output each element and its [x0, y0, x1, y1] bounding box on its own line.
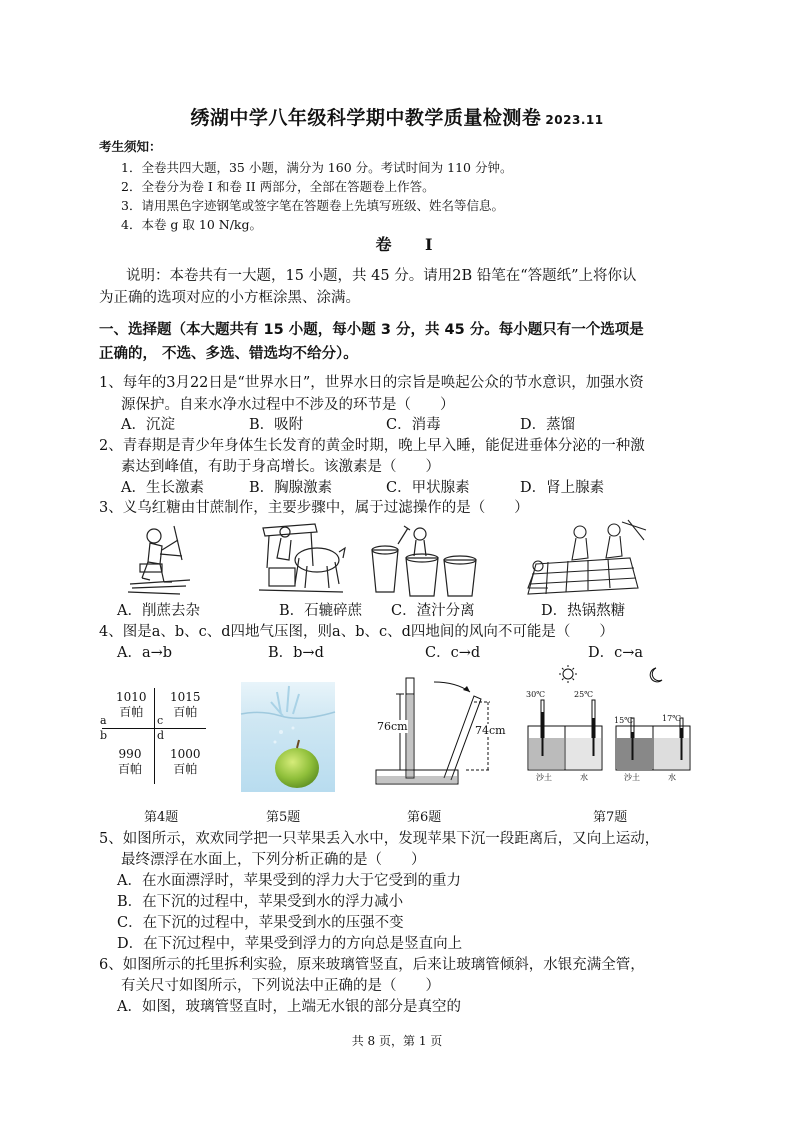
q2-stem: 2、青春期是青少年身体生长发育的黄金时期，晚上早入睡，能促进垂体分泌的一种激: [99, 438, 645, 454]
temp-reading: 17℃: [662, 714, 682, 723]
q2-stem: 素达到峰值，有助于身高增长。该激素是（ ）: [121, 459, 440, 475]
container-label: 水: [580, 773, 588, 782]
q2-option-b: B．胸腺激素: [249, 480, 333, 496]
notice-item: 4．本卷 g 取 10 N/kg。: [121, 217, 262, 232]
q6-option-a: A．如图，玻璃管竖直时，上端无水银的部分是真空的: [117, 999, 461, 1015]
q4-option-a: A．a→b: [117, 645, 173, 661]
temp-reading: 30℃: [526, 690, 546, 699]
point-label-d: d: [157, 729, 165, 742]
q5-stem: 5、如图所示，欢欢同学把一只苹果丢入水中，发现苹果下沉一段距离后，又向上运动，: [99, 831, 660, 847]
q3-option-a: A．削蔗去杂: [117, 603, 200, 619]
figure-caption: 第5题: [266, 810, 301, 825]
pressure-unit: 百帕: [173, 762, 198, 776]
section-heading: 一、选择题（本大题共有 15 小题，每小题 3 分，共 45 分。每小题只有一个选项是: [99, 322, 644, 338]
q4-option-d: D．c→a: [588, 645, 644, 661]
q5-option-c: C．在下沉的过程中，苹果受到水的压强不变: [117, 915, 404, 931]
pressure-value: 990: [118, 747, 142, 761]
notice-item: 2．全卷分为卷 I 和卷 II 两部分，全部在答题卷上作答。: [121, 179, 435, 194]
tube-height-tilted: 74cm: [475, 724, 506, 737]
q3-option-d: D．热锅熬糖: [541, 603, 626, 619]
q2-option-d: D．肾上腺素: [520, 480, 605, 496]
tube-height-vertical: 76cm: [377, 720, 408, 733]
page-title: [0, 103, 794, 130]
point-label-b: b: [100, 729, 108, 742]
pressure-value: 1000: [170, 747, 201, 761]
container-label: 沙土: [624, 773, 640, 782]
q2-option-a: A．生长激素: [121, 480, 204, 496]
pressure-value: 1015: [170, 690, 201, 704]
stone-roller-illustration: [255, 518, 347, 600]
q1-option-a: A．沉淀: [121, 417, 175, 433]
pressure-map-figure: [96, 688, 206, 784]
instruction-line: 为正确的选项对应的小方框涂黑、涂满。: [99, 290, 360, 306]
temp-reading: 15℃: [614, 716, 634, 725]
q1-option-d: D．蒸馏: [520, 417, 576, 433]
q4-stem: 4、图是a、b、c、d四地气压图，则a、b、c、d四地间的风向不可能是（ ）: [99, 624, 614, 640]
pressure-unit: 百帕: [173, 705, 198, 719]
container-label: 水: [668, 773, 676, 782]
pressure-unit: 百帕: [119, 705, 144, 719]
q6-stem: 有关尺寸如图所示，下列说法中正确的是（ ）: [121, 978, 440, 994]
q4-option-c: C．c→d: [425, 645, 481, 661]
q5-option-d: D．在下沉过程中，苹果受到浮力的方向总是竖直向上: [117, 936, 463, 952]
title-date: 2023.11: [545, 113, 604, 127]
container-label: 沙土: [536, 773, 552, 782]
peeling-cane-illustration: [120, 520, 200, 598]
point-label-c: c: [157, 714, 164, 727]
q2-option-c: C．甲状腺素: [386, 480, 470, 496]
title-text: 绣湖中学八年级科学期中教学质量检测卷: [190, 107, 542, 129]
notice-item: 1．全卷共四大题，35 小题，满分为 160 分。考试时间为 110 分钟。: [121, 160, 513, 175]
instruction-line: 说明：本卷共有一大题，15 小题，共 45 分。请用2B 铅笔在“答题纸”上将你认: [126, 268, 637, 284]
pressure-value: 1010: [116, 690, 147, 704]
temperature-experiment-figure: [524, 664, 700, 788]
juice-separation-illustration: [368, 522, 480, 602]
figure-caption: 第4题: [144, 810, 179, 825]
boiling-sugar-illustration: [518, 518, 648, 600]
q6-stem: 6、如图所示的托里拆利实验，原来玻璃管竖直，后来让玻璃管倾斜，水银充满全管，: [99, 957, 645, 973]
notice-item: 3．请用黑色字迹钢笔或签字笔在答题卷上先填写班级、姓名等信息。: [121, 198, 504, 213]
q5-option-b: B．在下沉的过程中，苹果受到水的浮力减小: [117, 894, 404, 910]
q3-stem: 3、义乌红糖由甘蔗制作，主要步骤中，属于过滤操作的是（ ）: [99, 500, 529, 516]
section-heading: 正确的， 不选、多选、错选均不给分）。: [99, 346, 358, 362]
q1-option-c: C．消毒: [386, 417, 441, 433]
q5-option-a: A．在水面漂浮时，苹果受到的浮力大于它受到的重力: [117, 873, 461, 889]
volume-heading: 卷 I: [375, 235, 447, 254]
notice-heading: 考生须知：: [99, 139, 162, 154]
apple-in-water-figure: [241, 682, 335, 792]
q1-stem: 源保护。自来水净水过程中不涉及的环节是（ ）: [121, 397, 455, 413]
q3-option-c: C．渣汁分离: [391, 603, 475, 619]
figure-caption: 第7题: [593, 810, 628, 825]
q3-option-b: B．石辘碎蔗: [279, 603, 363, 619]
temp-reading: 25℃: [574, 690, 594, 699]
pressure-unit: 百帕: [118, 762, 143, 776]
figure-caption: 第6题: [407, 810, 442, 825]
point-label-a: a: [100, 714, 107, 727]
q1-stem: 1、每年的3月22日是“世界水日”，世界水日的宗旨是唤起公众的节水意识，加强水资: [99, 375, 644, 391]
q5-stem: 最终漂浮在水面上，下列分析正确的是（ ）: [121, 852, 426, 868]
q4-option-b: B．b→d: [268, 645, 324, 661]
q1-option-b: B．吸附: [249, 417, 304, 433]
page-footer: 共 8 页，第 1 页: [351, 1034, 443, 1048]
